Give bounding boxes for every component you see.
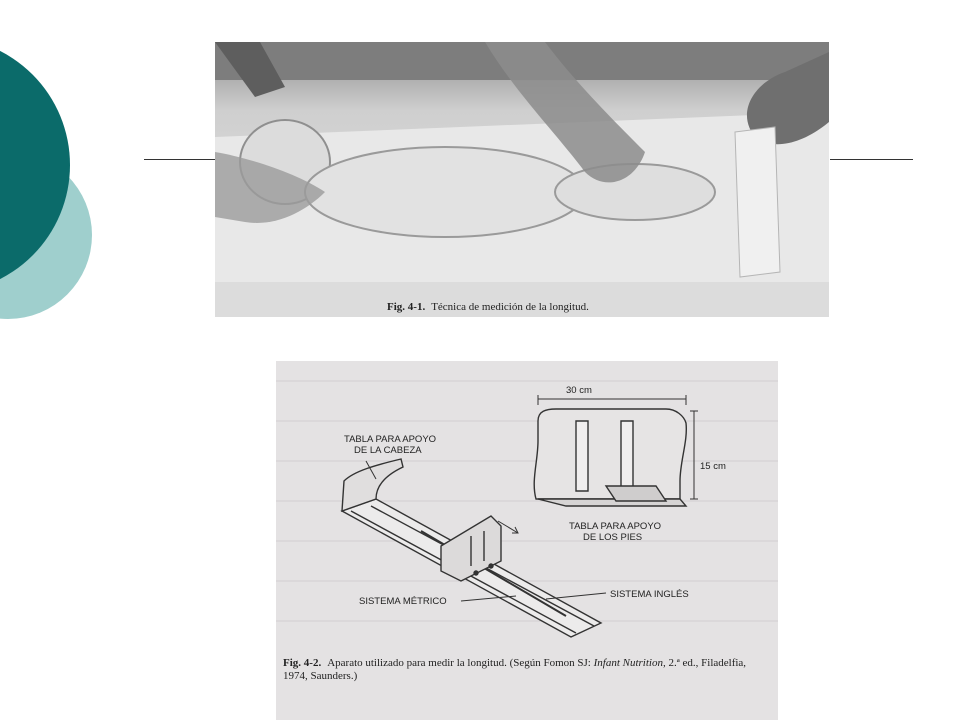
figure1-number: Fig. 4-1. xyxy=(387,301,426,313)
label-head-board-line1: TABLA PARA APOYO xyxy=(344,434,437,445)
foot-board xyxy=(735,127,780,277)
label-width-dimension: 30 cm xyxy=(566,385,592,396)
label-english-system: SISTEMA INGLÉS xyxy=(610,589,689,600)
figure1-caption-text: Técnica de medición de la longitud. xyxy=(431,301,589,313)
label-head-board-line2: DE LA CABEZA xyxy=(354,445,422,456)
figure2-number: Fig. 4-2. xyxy=(283,657,322,669)
figure2-caption-after-italic: 2.ª ed., Filadelfia, 1974, Saunders.) xyxy=(283,657,747,682)
label-head-board xyxy=(344,434,436,456)
infant-legs xyxy=(555,164,715,220)
figure-length-measuring-apparatus xyxy=(276,361,778,720)
title-rule-right xyxy=(830,159,913,160)
figure2-caption-italic: Infant Nutrition, xyxy=(593,657,666,669)
figure2-caption xyxy=(283,657,773,683)
decorative-circles xyxy=(0,0,120,400)
label-foot-board xyxy=(569,521,661,543)
label-metric-system: SISTEMA MÉTRICO xyxy=(359,596,447,607)
infant-torso xyxy=(305,147,585,237)
detached-foot-board xyxy=(534,409,686,506)
photo-infant-measurement xyxy=(215,42,829,317)
label-foot-board-line1: TABLA PARA APOYO xyxy=(569,521,662,532)
figure-length-measurement-photo xyxy=(215,42,829,317)
figure2-caption-before-italic: Aparato utilizado para medir la longitud. (Según Fomon SJ: xyxy=(327,657,594,669)
label-foot-board-line2: DE LOS PIES xyxy=(583,532,643,543)
label-height-dimension: 15 cm xyxy=(700,461,726,472)
title-rule-left xyxy=(144,159,216,160)
figure1-caption xyxy=(387,301,589,313)
